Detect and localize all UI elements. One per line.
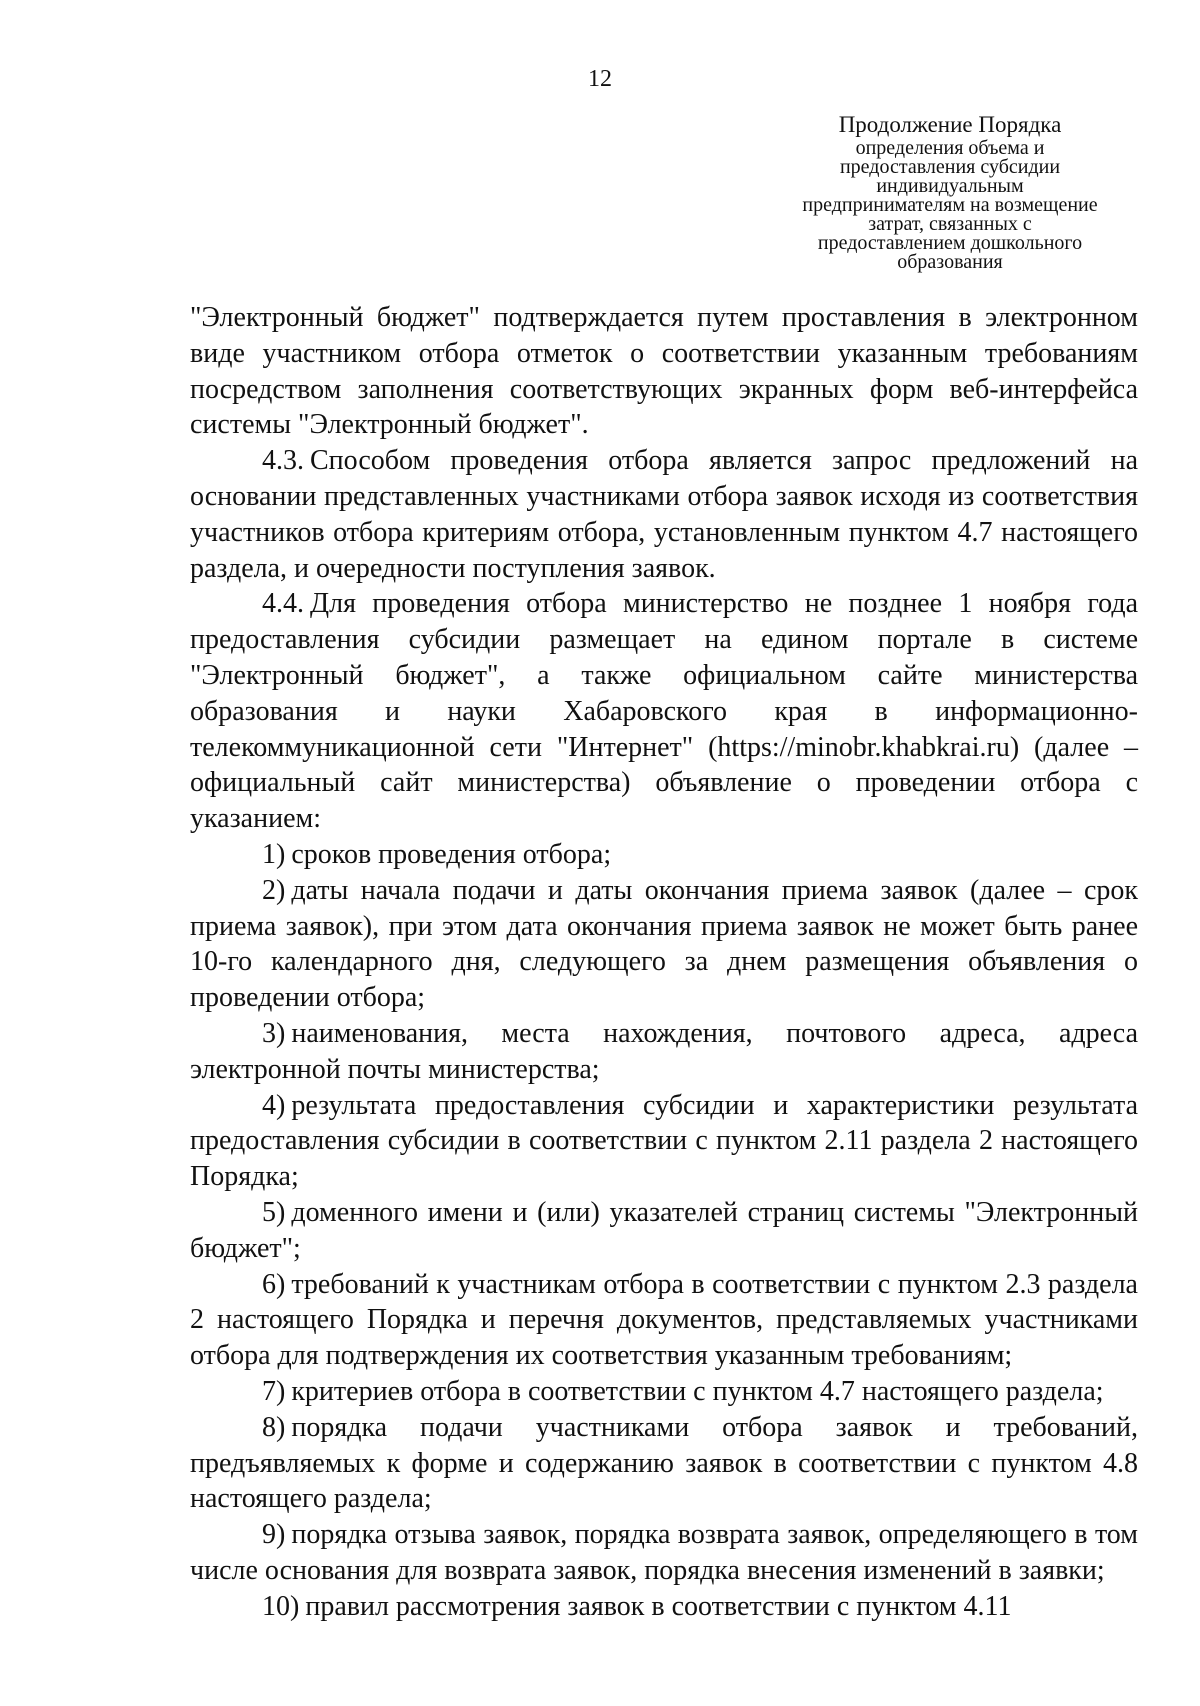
item-number: 4) xyxy=(262,1089,286,1121)
list-item xyxy=(190,873,1138,1016)
list-item xyxy=(190,1267,1138,1374)
clause-4-3 xyxy=(190,443,1138,586)
header-line: предоставлением дошкольного xyxy=(817,232,1083,254)
clause-4-4 xyxy=(190,586,1138,837)
header-line: затрат, связанных с xyxy=(868,213,1032,235)
list-item xyxy=(190,1374,1138,1410)
item-number: 10) xyxy=(262,1590,300,1622)
item-text: требований к участникам отбора в соответствии с пунктом 2.3 раздела 2 настоящего Порядка и перечня документов, представляемых участниками отбора для подтверждения их соответствия указанным требованиям; xyxy=(190,1268,1138,1372)
item-text: правил рассмотрения заявок в соответствии с пунктом 4.11 xyxy=(305,1590,1012,1622)
item-text: порядка подачи участниками отбора заявок и требований, предъявляемых к форме и содержанию заявок в соответствии с пунктом 4.8 настоящего раздела; xyxy=(190,1411,1138,1515)
clause-number: 4.4. xyxy=(262,588,304,620)
paragraph-text: Способом проведения отбора является запрос предложений на основании представленных участниками отбора заявок исходя из соответствия участников отбора критериям отбора, установленным пунктом 4.7 настоящего раздела, и очередности поступления заявок. xyxy=(190,445,1138,584)
page-number: 12 xyxy=(588,66,612,92)
clause-number: 4.3. xyxy=(262,445,304,477)
header-line: индивидуальным xyxy=(876,175,1024,197)
document-header-block xyxy=(758,112,1142,272)
item-number: 9) xyxy=(262,1519,286,1551)
paragraph-text: Для проведения отбора министерство не позднее 1 ноября года предоставления субсидии размещает на едином портале в системе "Электронный бюджет", а также официальном сайте министерства образования и науки Хабаровского края в информационно-телекоммуникационной сети "Интернет" (https://minobr.khabkrai.ru) (далее – официальный сайт министерства) объявление о проведении отбора с указанием: xyxy=(190,588,1138,835)
header-line: образования xyxy=(897,251,1003,273)
item-text: наименования, места нахождения, почтового адреса, адреса электронной почты министерства; xyxy=(190,1017,1138,1085)
item-number: 5) xyxy=(262,1196,286,1228)
header-line: определения объема и xyxy=(855,137,1045,159)
item-number: 6) xyxy=(262,1268,286,1300)
item-text: даты начала подачи и даты окончания приема заявок (далее – срок приема заявок), при этом дата окончания приема заявок не может быть ранее 10-го календарного дня, следующего за днем размещения объявления о проведении отбора; xyxy=(190,874,1138,1014)
list-item xyxy=(190,1088,1138,1195)
item-number: 8) xyxy=(262,1411,286,1443)
item-number: 3) xyxy=(262,1017,286,1049)
item-text: порядка отзыва заявок, порядка возврата заявок, определяющего в том числе основания для возврата заявок, порядка внесения изменений в заявки; xyxy=(190,1519,1138,1586)
paragraph-continuation xyxy=(190,300,1138,443)
item-number: 1) xyxy=(262,838,286,870)
list-item xyxy=(190,1016,1138,1088)
header-line: предпринимателям на возмещение xyxy=(802,194,1098,216)
item-text: сроков проведения отбора; xyxy=(291,838,612,870)
list-item xyxy=(190,1589,1138,1625)
list-item xyxy=(190,1517,1138,1589)
item-number: 2) xyxy=(262,874,286,906)
document-body xyxy=(190,300,1138,1624)
list-item xyxy=(190,1195,1138,1267)
list-item xyxy=(190,837,1138,873)
header-line: Продолжение Порядка xyxy=(838,112,1062,137)
list-item xyxy=(190,1410,1138,1517)
paragraph-text: "Электронный бюджет" подтверждается путем проставления в электронном виде участником отбора отметок о соответствии указанным требованиям посредством заполнения соответствующих экранных форм веб-интерфейса системы "Электронный бюджет". xyxy=(190,302,1138,441)
item-text: критериев отбора в соответствии с пунктом 4.7 настоящего раздела; xyxy=(291,1375,1104,1407)
item-text: результата предоставления субсидии и характеристики результата предоставления субсидии в соответствии с пунктом 2.11 раздела 2 настоящего Порядка; xyxy=(190,1089,1138,1193)
header-line: предоставления субсидии xyxy=(839,156,1061,178)
item-number: 7) xyxy=(262,1375,286,1407)
item-text: доменного имени и (или) указателей страниц системы "Электронный бюджет"; xyxy=(190,1196,1138,1264)
